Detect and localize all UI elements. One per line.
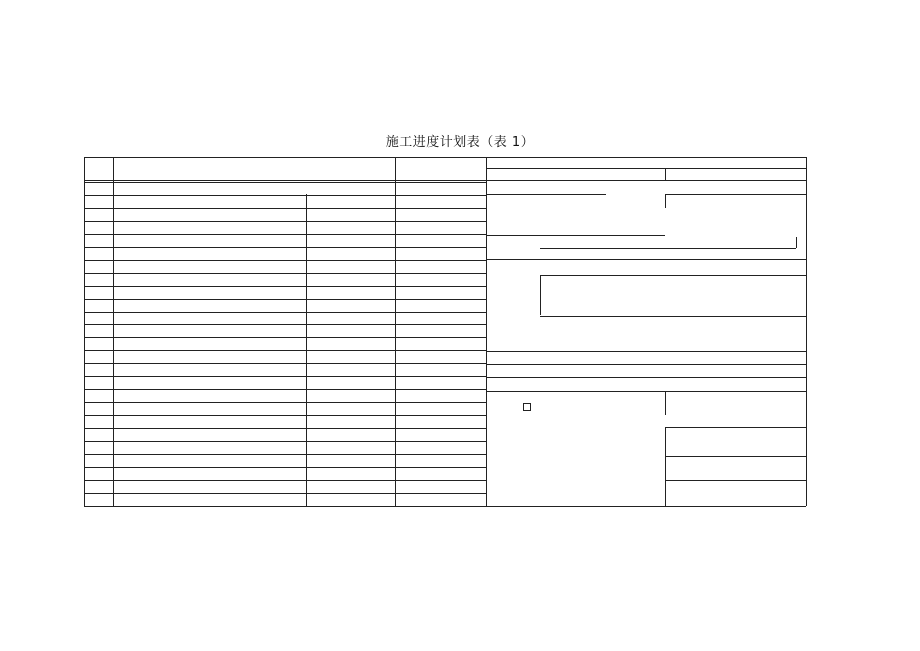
header-bottom-border <box>84 180 806 181</box>
gantt-connector <box>665 427 666 506</box>
row-divider <box>84 350 486 351</box>
gantt-line <box>540 248 796 249</box>
row-divider <box>84 221 486 222</box>
gantt-summary-bar <box>665 194 806 195</box>
gantt-connector <box>796 237 797 248</box>
page-title: 施工进度计划表（表 1） <box>385 135 535 150</box>
gantt-connector <box>806 428 807 454</box>
row-divider <box>84 402 486 403</box>
gantt-line <box>487 364 806 365</box>
gantt-line <box>487 235 665 236</box>
column-divider <box>486 157 487 506</box>
row-divider <box>84 454 486 455</box>
row-divider <box>84 493 486 494</box>
gantt-connector <box>540 275 541 316</box>
row-divider <box>84 195 486 196</box>
row-divider <box>84 441 486 442</box>
gantt-week-divider <box>665 168 666 180</box>
gantt-summary-bar <box>487 194 606 195</box>
row-divider <box>84 299 486 300</box>
row-divider <box>84 208 486 209</box>
gantt-line <box>487 377 806 378</box>
row-divider <box>84 324 486 325</box>
row-divider <box>84 415 486 416</box>
gantt-line <box>540 316 806 317</box>
gantt-line <box>540 275 806 276</box>
table-top-border <box>84 157 806 158</box>
row-divider <box>84 376 486 377</box>
row-divider <box>84 389 486 390</box>
row-divider <box>84 480 486 481</box>
table-bottom-border <box>84 506 806 507</box>
row-divider <box>84 337 486 338</box>
row-divider <box>84 273 486 274</box>
gantt-line <box>665 456 806 457</box>
gantt-line <box>487 259 806 260</box>
row-divider <box>84 428 486 429</box>
row-divider <box>84 234 486 235</box>
header-bottom-border-2 <box>84 182 486 183</box>
gantt-line <box>665 480 806 481</box>
row-divider <box>84 312 486 313</box>
gantt-month-divider <box>486 168 806 169</box>
row-divider <box>84 286 486 287</box>
milestone-marker <box>523 403 531 411</box>
gantt-connector <box>665 194 666 208</box>
gantt-connector <box>665 391 666 415</box>
row-divider <box>84 247 486 248</box>
row-divider <box>84 260 486 261</box>
row-divider <box>84 467 486 468</box>
gantt-line <box>665 427 806 428</box>
gantt-line <box>487 391 806 392</box>
row-divider <box>84 363 486 364</box>
gantt-line <box>487 351 806 352</box>
